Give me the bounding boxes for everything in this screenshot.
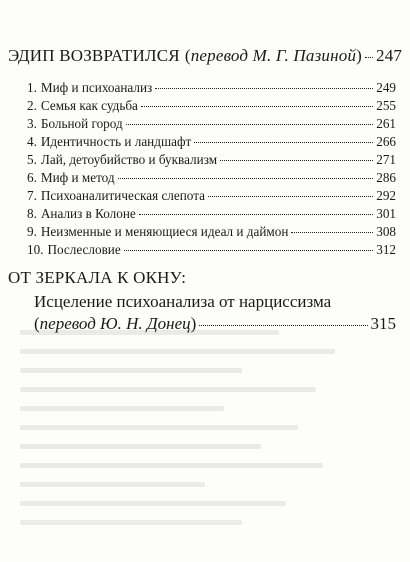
dot-leader [291,232,373,233]
toc-item-page: 312 [376,242,396,257]
toc-item-title: Неизменные и меняющиеся идеал и даймон [40,224,289,239]
dot-leader [118,178,374,179]
dot-leader [126,124,374,125]
toc-item-page: 292 [376,188,396,203]
toc-item: 5. Лай, детоубийство и буквализм 271 [27,152,396,167]
toc-item-page: 271 [376,152,396,167]
toc-item: 10. Послесловие 312 [27,242,396,257]
toc-item: 4. Идентичность и ландшафт 266 [27,134,396,149]
section-1-page: 247 [376,46,403,65]
toc-item-page: 266 [376,134,396,149]
dot-leader [365,57,373,58]
toc-item: 2. Семья как судьба 255 [27,98,396,113]
section-2-translator: (перевод Ю. Н. Донец) [34,314,197,333]
dot-leader [199,325,367,326]
toc-item-page: 308 [376,224,396,239]
section-1-title: ЭДИП ВОЗВРАТИЛСЯ [8,46,180,65]
toc-item-title: Психоаналитическая слепота [40,188,205,203]
toc-item-title: Миф и психоанализ [40,80,153,95]
toc-item: 9. Неизменные и меняющиеся идеал и даймон 308 [27,224,396,239]
toc-item-title: Миф и метод [40,170,115,185]
dot-leader [139,214,373,215]
toc-item-page: 249 [376,80,396,95]
section-2-title: ОТ ЗЕРКАЛА К ОКНУ: [8,268,187,287]
section-2-page: 315 [370,314,396,333]
toc-item-page: 286 [376,170,396,185]
dot-leader [208,196,373,197]
toc-item-title: Идентичность и ландшафт [40,134,192,149]
page-show-through [20,330,390,562]
toc-item-page: 255 [376,98,396,113]
toc-item-title: Анализ в Колоне [40,206,136,221]
section-2-subtitle: Исцеление психоанализа от нарциссизма [34,292,332,311]
toc-item: 3. Больной город 261 [27,116,396,131]
toc-item: 6. Миф и метод 286 [27,170,396,185]
toc-item-title: Больной город [40,116,123,131]
toc-item: 7. Психоаналитическая слепота 292 [27,188,396,203]
toc-item-page: 261 [376,116,396,131]
dot-leader [124,250,374,251]
dot-leader [141,106,373,107]
dot-leader [220,160,373,161]
toc-item-title: Лай, детоубийство и буквализм [40,152,218,167]
toc-item: 8. Анализ в Колоне 301 [27,206,396,221]
toc-item: 1. Миф и психоанализ 249 [27,80,396,95]
section-1-heading [8,46,403,66]
toc-item-title: Послесловие [47,242,121,257]
toc-item-page: 301 [376,206,396,221]
section-1-translator: (перевод М. Г. Пазиной) [184,46,363,65]
toc-item-title: Семья как судьба [40,98,138,113]
section-2-translator-line [34,314,396,334]
dot-leader [155,88,373,89]
dot-leader [194,142,373,143]
